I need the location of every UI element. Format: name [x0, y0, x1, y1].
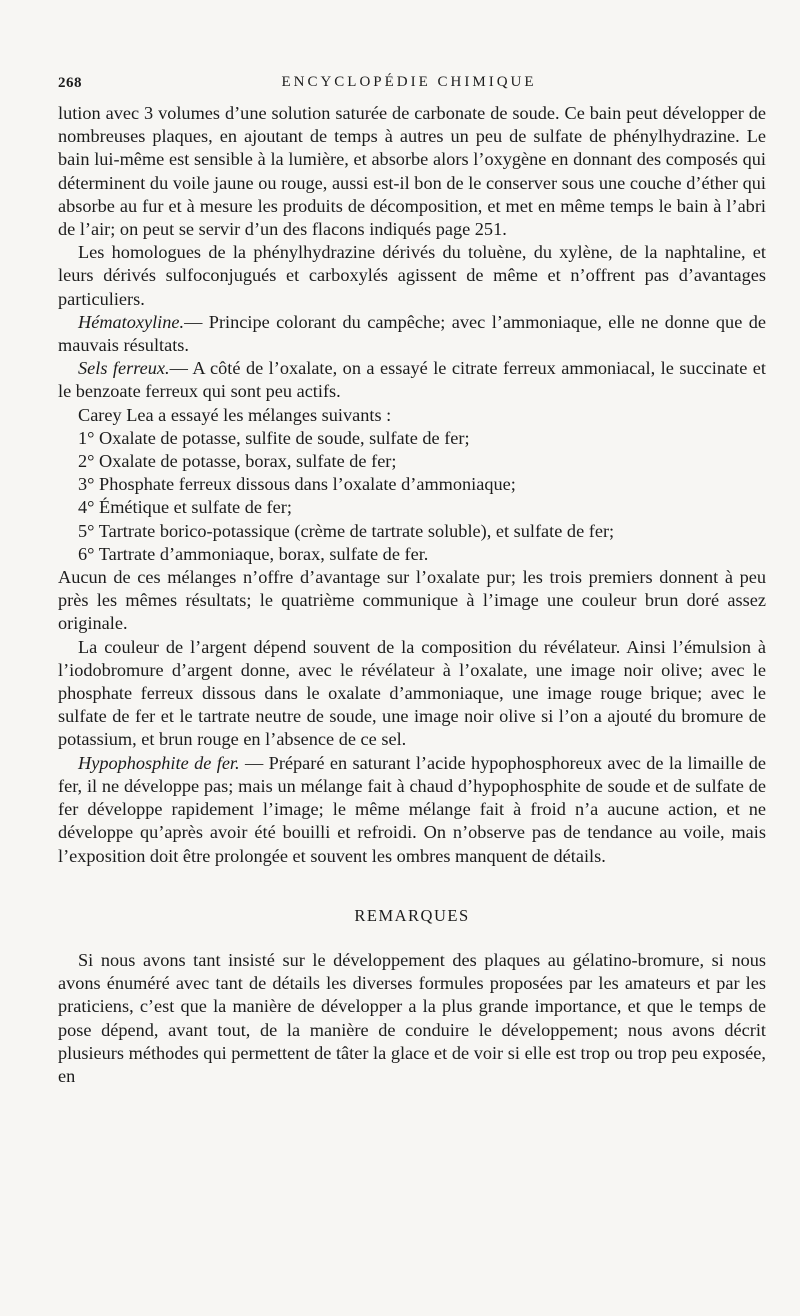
paragraph-continuation: lution avec 3 volumes d’une solution saturée de carbonate de soude. Ce bain peut développer de nombreuses plaques, en ajoutant de temps à autres un peu de sulfate de phénylhydrazine. Le bain lui-même est sensible à la lumière, et absorbe alors l’oxygène en donnant des composés qui déterminent du voile jaune ou rouge, aussi est-il bon de le conserver sous une couche d’éther qui absorbe au fur et à mesure les produits de décomposition, et met en même temps le bain à l’abri de l’air; on peut se servir d’un des flacons indiqués page 251. — [58, 103, 766, 240]
paragraph-hypophosphite — [58, 752, 766, 868]
section-title: REMARQUES — [354, 905, 470, 925]
page-body — [58, 102, 766, 1088]
hypophosphite-text: — Préparé en saturant l’acide hypophosphoreux avec de la limaille de fer, il ne développe pas; mais un mélange fait à chaud d’hypophosphite de soude et de sulfate de fer développe rapidement l’image; le même mélange fait à froid n’a aucune action, et ne développe qu’après avoir été bouilli et refroidi. On n’observe pas de tendance au voile, mais l’exposition doit être prolongée et souvent les ombres manquent de détails. — [58, 752, 766, 866]
list-item: 2° Oxalate de potasse, borax, sulfate de fer; — [78, 451, 397, 472]
paragraph-sels-ferreux — [58, 357, 766, 403]
hematoxyline-text: — Principe colorant du campêche; avec l’ammoniaque, elle ne donne que de mauvais résultats. — [58, 311, 766, 356]
list-item: 4° Émétique et sulfate de fer; — [78, 497, 292, 518]
hypophosphite-heading: Hypophosphite de fer. — [78, 752, 240, 773]
sels-ferreux-heading: Sels ferreux. — [78, 358, 170, 379]
list-item: 5° Tartrate borico-potassique (crème de tartrate soluble), et sulfate de fer; — [78, 520, 615, 541]
mixtures-list — [58, 427, 766, 566]
paragraph-aucun: Aucun de ces mélanges n’offre d’avantage sur l’oxalate pur; les trois premiers donnent à peu près les mêmes résultats; le quatrième communique à l’image une couleur brun doré assez originale. — [58, 567, 766, 634]
paragraph-remarques: Si nous avons tant insisté sur le développement des plaques au gélatino-bromure, si nous avons énuméré avec tant de détails les diverses formules proposées par les amateurs et par les praticiens, c’est que la manière de développer a la plus grande importance, et que le temps de pose dépend, avant tout, de la manière de conduire le développement; nous avons décrit plusieurs méthodes qui permettent de tâter la glace et de voir si elle est trop ou trop peu exposée, en — [58, 949, 766, 1086]
paragraph-hematoxyline — [58, 311, 766, 357]
page-number: 268 — [58, 75, 82, 91]
list-item: 1° Oxalate de potasse, sulfite de soude, sulfate de fer; — [78, 427, 470, 448]
list-item: 6° Tartrate d’ammoniaque, borax, sulfate de fer. — [78, 543, 429, 564]
paragraph-homologues: Les homologues de la phénylhydrazine dérivés du toluène, du xylène, de la naphtaline, et leurs dérivés sulfoconjugués et carboxylés agissent de même et n’offrent pas d’avantages particuliers. — [58, 242, 766, 309]
sels-ferreux-text: — A côté de l’oxalate, on a essayé le citrate ferreux ammoniacal, le succinate et le benzoate ferreux qui sont peu actifs. — [58, 358, 766, 402]
paragraph-carey-lea: Carey Lea a essayé les mélanges suivants : — [78, 404, 392, 425]
page-header — [58, 62, 760, 98]
running-title: ENCYCLOPÉDIE CHIMIQUE — [281, 74, 537, 90]
hematoxyline-heading: Hématoxyline. — [78, 311, 185, 332]
paragraph-couleur-argent: La couleur de l’argent dépend souvent de la composition du révélateur. Ainsi l’émulsion à l’iodobromure d’argent donne, avec le révélateur à l’oxalate, une image noir olive; avec le phosphate ferreux dissous dans le oxalate d’ammoniaque, une image rouge brique; avec le sulfate de fer et le tartrate neutre de soude, une image noir olive si l’on a ajouté du bromure de potassium, et brun rouge en l’absence de ce sel. — [58, 636, 766, 750]
list-item: 3° Phosphate ferreux dissous dans l’oxalate d’ammoniaque; — [78, 474, 516, 495]
